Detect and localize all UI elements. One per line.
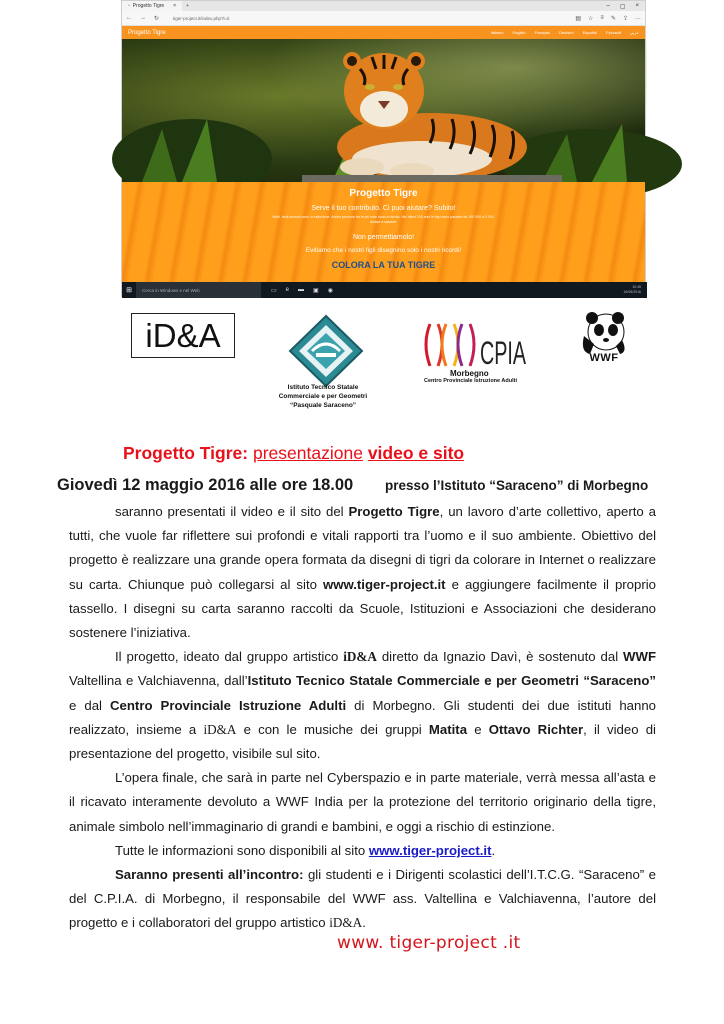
favicon-icon: ▫ [128,3,130,9]
cpia-caption: Centro Provinciale Istruzione Adulti [424,378,518,384]
footer-website[interactable]: www. tiger-project .it [337,933,521,953]
event-date: Giovedì 12 maggio 2016 alle ore 18.00 [57,476,354,494]
lang-item[interactable]: Italiano [490,30,504,35]
site-header [122,26,645,39]
new-tab-icon[interactable]: + [186,3,189,9]
browser-tab-bar [122,1,645,11]
wwf-wordmark: WWF [589,352,619,364]
lang-item[interactable]: عربي [629,30,639,35]
paragraph-attendees: Saranno presenti all’incontro: gli studenti e i Dirigenti scolastici dell’I.T.C.G. “Saraceno” e del C.P.I.A. di Morbegno, il responsabile del WWF ass. Valtellina e Valchiavenna, l’autore del progetto e i collaboratori del gruppo artistico iD&A. [69,867,656,931]
document-title [123,443,464,464]
panel-small-text: Molti, tanti animali sono in estinzione. Anche persone tra le più note sono a rischio. Nei ultimi 100 anni le tigri sono passate da 100 000 a 3 200. Aiutaci a salvarle. [272,215,495,224]
taskbar-search[interactable]: Cerca in Windows e nel Web [136,282,261,298]
panel-title: Progetto Tigre [349,188,418,199]
maximize-icon[interactable]: ▢ [619,3,626,10]
browser-nav-bar [122,11,645,26]
taskbar-clock [623,285,647,295]
website-screenshot [121,0,646,297]
share-icon[interactable]: ⇪ [622,15,628,22]
clock-date: 16/05/2016 [623,290,641,294]
window-controls [606,3,645,10]
title-video-sito: video e sito [367,443,465,463]
itcg-caption-line: Commerciale e per Geometri [278,393,368,400]
hub-icon[interactable]: ≡ [600,14,604,21]
ida-logo: iD&A [131,313,235,358]
task-view-icon[interactable]: ▭ [271,287,277,294]
paragraph-partners: Il progetto, ideato dal gruppo artistico iD&A diretto da Ignazio Davì, è sostenuto dal WWF Valtellina e Valchiavenna, dall’Istituto Tecnico Statale Commerciale e per Geometri “Saraceno” e dal Centro Provinciale Istruzione Adulti di Morbegno. Gli studenti dei due istituti hanno realizzato, insieme a iD&A e con le musiche dei gruppi Matita e Ottavo Richter, il video di presentazione del progetto, visibile sul sito. [69,649,656,762]
cpia-letters: CPIA [480,335,527,371]
language-menu [491,30,639,35]
site-link-text: www.tiger-project.it [322,576,446,592]
lang-item[interactable]: Français [534,30,550,35]
cpia-city: Morbegno [450,369,489,378]
paragraph-info: Tutte le informazioni sono disponibili al sito www.tiger-project.it. [115,842,496,858]
tab-title: Progetto Tigre [132,3,165,9]
panel-subtitle: Serve il tuo contributo. Ci puoi aiutare? Subito! [311,205,456,212]
title-project: Progetto Tigre: [123,443,249,463]
lang-item[interactable]: Русский [606,30,621,35]
event-place: presso l’Istituto “Saraceno” di Morbegno [385,478,649,493]
lang-item[interactable]: Español [582,30,598,35]
edge-icon[interactable]: e [285,286,290,293]
close-tab-icon[interactable]: × [173,3,176,9]
itcg-caption [258,383,388,410]
itcg-caption-line: Istituto Tecnico Statale [287,384,359,391]
browser-toolbar-right [575,15,641,22]
itcg-caption-line: “Pasquale Saraceno” [289,402,357,409]
taskbar-apps [271,287,333,294]
refresh-icon[interactable]: ↻ [154,15,160,22]
chrome-icon[interactable]: ◉ [327,287,333,294]
windows-taskbar [122,282,647,298]
more-icon[interactable]: … [635,14,641,21]
clock-time: 10:45 [632,285,641,289]
event-info [57,476,677,495]
site-brand[interactable]: Progetto Tigre [128,29,166,36]
favorite-star-icon[interactable]: ☆ [588,15,594,22]
address-bar[interactable]: tiger-project.it/index.php?l=it [173,15,230,21]
forward-icon[interactable]: → [140,15,146,21]
lang-item[interactable]: English [512,30,526,35]
colora-tigre-button[interactable]: COLORA LA TUA TIGRE [331,260,436,270]
lang-item[interactable]: Deutsch [558,30,574,35]
browser-tab[interactable] [122,1,182,11]
panel-line-1: Non permettiamolo! [352,234,415,241]
tiger-hero-image [122,39,645,182]
back-icon[interactable]: ← [126,15,132,21]
paragraph-auction: L’opera finale, che sarà in parte nel Cyberspazio e in parte materiale, verrà messa all’asta e il ricavato interamente devoluto a WWF India per la protezione del territorio originario della tigre, animale simbolo nell’immaginario di grandi e bambini, e oggi a rischio di estinzione. [69,770,656,834]
close-window-icon[interactable]: × [635,2,639,9]
tiger-project-link[interactable]: www.tiger-project.it [368,842,492,858]
paragraph-intro: saranno presentati il video e il sito del Progetto Tigre, un lavoro d’arte collettivo, aperto a tutti, che vuole far riflettere sui profondi e vitali rapporti tra l’uomo e il suo ambiente. Obiettivo del progetto è realizzare una grande opera formata da disegni di tigri da colorare in Internet o realizzare su carta. Chiunque può collegarsi al sito www.tiger-project.it e aggiungere facilmente il proprio tassello. I disegni su carta saranno raccolti da Scuole, Istituzioni e Associazioni che desiderano sostenere l’iniziativa. [69,504,656,641]
panel-line-2: Evitiamo che i nostri figli disegnino solo i nostri ricordi! [305,247,462,254]
promo-panel [122,182,645,284]
document-body [69,500,656,936]
minimize-icon[interactable]: – [606,2,610,9]
windows-start-icon[interactable]: ⊞ [126,287,132,294]
store-icon[interactable]: ▣ [313,287,319,294]
explorer-icon[interactable]: ▬ [298,286,305,293]
tiger-illustration [122,39,647,182]
notes-icon[interactable]: ✎ [610,15,616,22]
title-presentazione: presentazione [252,443,363,463]
reading-view-icon[interactable]: ▤ [575,15,582,22]
